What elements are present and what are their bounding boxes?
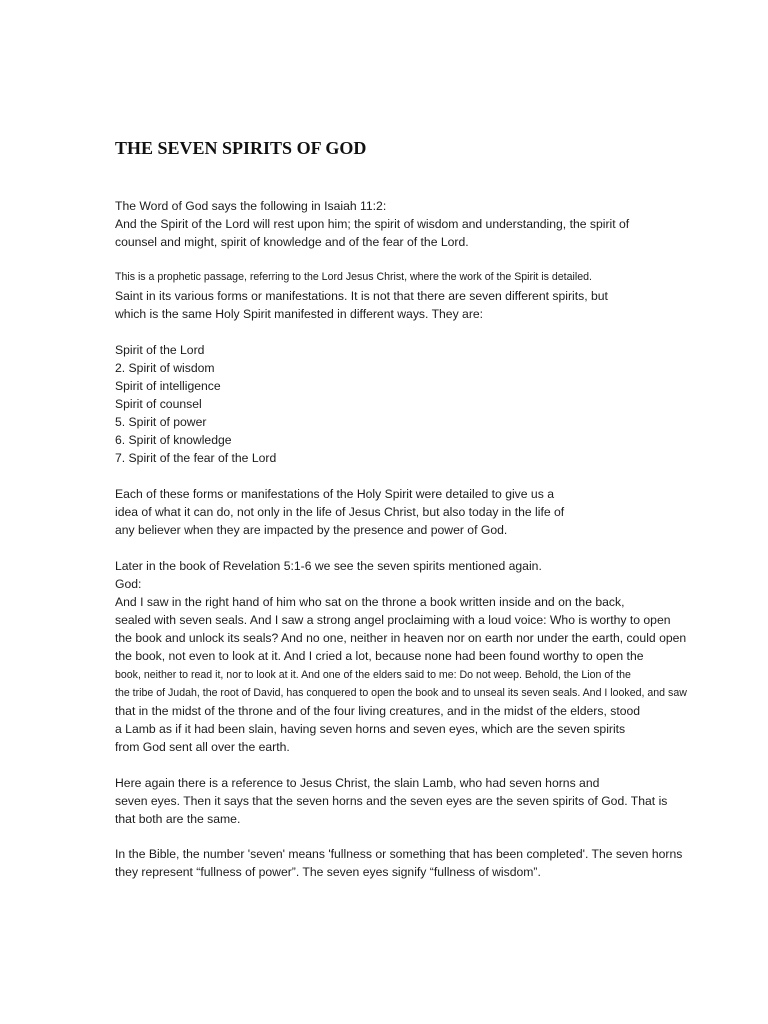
list-item: Spirit of counsel (115, 397, 202, 411)
list-item: Spirit of the Lord (115, 343, 205, 357)
text-line: And I saw in the right hand of him who sat on the throne a book written inside and on the back, (115, 595, 625, 609)
text-line: which is the same Holy Spirit manifested in different ways. They are: (115, 307, 484, 321)
list-item: 2. Spirit of wisdom (115, 361, 215, 375)
text-line: And the Spirit of the Lord will rest upon him; the spirit of wisdom and understanding, the spirit of (115, 217, 630, 231)
text-line: counsel and might, spirit of knowledge and of the fear of the Lord. (115, 235, 469, 249)
list-item: 6. Spirit of knowledge (115, 433, 232, 447)
list-item: 7. Spirit of the fear of the Lord (115, 451, 277, 465)
text-line: The Word of God says the following in Isaiah 11:2: (115, 199, 387, 213)
text-line: Saint in its various forms or manifestations. It is not that there are seven different spirits, but (115, 289, 608, 303)
text-line: In the Bible, the number 'seven' means 'fullness or something that has been completed'. The seven horns (115, 847, 683, 861)
text-line: book, neither to read it, nor to look at it. And one of the elders said to me: Do not weep. Behold, the Lion of the (115, 669, 631, 681)
text-line: Here again there is a reference to Jesus Christ, the slain Lamb, who had seven horns and (115, 776, 600, 790)
text-line: seven eyes. Then it says that the seven horns and the seven eyes are the seven spirits of God. That is (115, 794, 668, 808)
list-item: 5. Spirit of power (115, 415, 207, 429)
text-line: the book, not even to look at it. And I cried a lot, because none had been found worthy to open the (115, 649, 644, 663)
text-line: Later in the book of Revelation 5:1-6 we see the seven spirits mentioned again. (115, 559, 542, 573)
text-line: Each of these forms or manifestations of the Holy Spirit were detailed to give us a (115, 487, 554, 501)
page-title: THE SEVEN SPIRITS OF GOD (115, 138, 367, 158)
text-line: God: (115, 577, 142, 591)
list-item: Spirit of intelligence (115, 379, 221, 393)
text-line: sealed with seven seals. And I saw a strong angel proclaiming with a loud voice: Who is worthy to open (115, 613, 671, 627)
text-line: they represent “fullness of power”. The seven eyes signify “fullness of wisdom”. (115, 865, 541, 879)
text-line: a Lamb as if it had been slain, having seven horns and seven eyes, which are the seven spirits (115, 722, 626, 736)
text-line: the book and unlock its seals? And no one, neither in heaven nor on earth nor under the earth, could open (115, 631, 687, 645)
text-line: that both are the same. (115, 812, 241, 826)
text-line: This is a prophetic passage, referring to the Lord Jesus Christ, where the work of the Spirit is detailed. (115, 271, 592, 283)
text-line: any believer when they are impacted by the presence and power of God. (115, 523, 508, 537)
text-line: from God sent all over the earth. (115, 740, 290, 754)
text-line: that in the midst of the throne and of the four living creatures, and in the midst of the elders, stood (115, 704, 641, 718)
text-line: the tribe of Judah, the root of David, has conquered to open the book and to unseal its seven seals. And I looked, and saw (115, 687, 687, 699)
text-line: idea of what it can do, not only in the life of Jesus Christ, but also today in the life of (115, 505, 565, 519)
